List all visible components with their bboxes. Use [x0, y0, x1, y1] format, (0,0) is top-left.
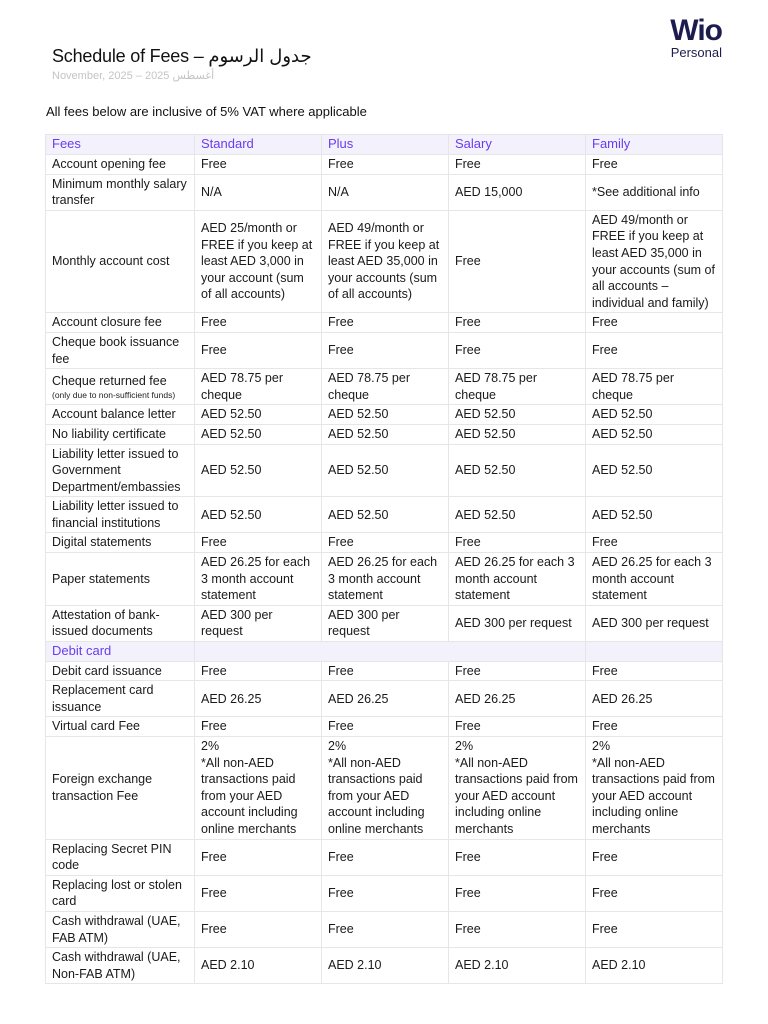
header-plus: Plus	[322, 135, 449, 155]
fee-value: Free	[195, 332, 322, 368]
table-row	[46, 839, 723, 875]
fee-value: Free	[322, 717, 449, 737]
table-row	[46, 155, 723, 175]
fee-value: Free	[586, 313, 723, 333]
fee-value: AED 25/month or FREE if you keep at least AED 3,000 in your account (sum of all accounts)	[195, 210, 322, 313]
table-header-row	[46, 135, 723, 155]
table-row	[46, 444, 723, 497]
table-row	[46, 553, 723, 606]
fee-value: AED 300 per request	[322, 605, 449, 641]
vat-note: All fees below are inclusive of 5% VAT where applicable	[46, 104, 367, 119]
fee-value: AED 52.50	[586, 424, 723, 444]
fees-table	[45, 134, 723, 984]
table-row	[46, 875, 723, 911]
table-row	[46, 681, 723, 717]
fee-value: Free	[586, 661, 723, 681]
fee-value: AED 52.50	[195, 424, 322, 444]
fee-name: Liability letter issued to financial institutions	[46, 497, 195, 533]
table-row	[46, 661, 723, 681]
fee-name: Replacing lost or stolen card	[46, 875, 195, 911]
fee-name: Liability letter issued to Government Department/embassies	[46, 444, 195, 497]
fee-value: AED 52.50	[449, 497, 586, 533]
fee-value: Free	[322, 155, 449, 175]
fee-value: AED 52.50	[586, 497, 723, 533]
table-row	[46, 174, 723, 210]
fee-value: AED 26.25	[449, 681, 586, 717]
fee-value: AED 26.25	[322, 681, 449, 717]
fee-value: AED 49/month or FREE if you keep at least AED 35,000 in your accounts (sum of all accounts – individual and family)	[586, 210, 723, 313]
fee-value: Free	[449, 875, 586, 911]
fee-value: AED 78.75 per cheque	[449, 369, 586, 405]
fee-value: Free	[195, 911, 322, 947]
table-row	[46, 332, 723, 368]
fee-value: Free	[322, 313, 449, 333]
fx-note: *All non-AED transactions paid from your AED account including online merchants	[328, 755, 425, 836]
fee-value: Free	[449, 661, 586, 681]
table-row	[46, 405, 723, 425]
fee-name: Debit card issuance	[46, 661, 195, 681]
fee-value: Free	[449, 313, 586, 333]
fee-value: Free	[449, 911, 586, 947]
table-row	[46, 717, 723, 737]
fee-value: Free	[449, 717, 586, 737]
fee-value: AED 2.10	[586, 948, 723, 984]
fee-value: AED 52.50	[195, 405, 322, 425]
fx-note: *All non-AED transactions paid from your AED account including online merchants	[592, 755, 715, 836]
fee-name: Account opening fee	[46, 155, 195, 175]
fee-value: AED 52.50	[586, 444, 723, 497]
section-row-debit-card	[46, 642, 723, 662]
fee-value: Free	[195, 839, 322, 875]
fee-value: Free	[586, 332, 723, 368]
fee-value: AED 2.10	[322, 948, 449, 984]
header-standard: Standard	[195, 135, 322, 155]
fee-value: AED 52.50	[322, 424, 449, 444]
fee-value: AED 26.25 for each 3 month account statement	[449, 553, 586, 606]
table-row	[46, 313, 723, 333]
table-row	[46, 737, 723, 840]
wio-logo	[656, 16, 722, 60]
fee-value: AED 26.25 for each 3 month account statement	[195, 553, 322, 606]
fee-value: AED 26.25 for each 3 month account statement	[322, 553, 449, 606]
fee-value: Free	[322, 661, 449, 681]
fee-value: Free	[449, 332, 586, 368]
table-row	[46, 948, 723, 984]
section-filler	[195, 642, 586, 662]
header-fees: Fees	[46, 135, 195, 155]
fee-name: Attestation of bank-issued documents	[46, 605, 195, 641]
fee-value: AED 78.75 per cheque	[195, 369, 322, 405]
table-row	[46, 605, 723, 641]
fee-name: Minimum monthly salary transfer	[46, 174, 195, 210]
fx-rate: 2%	[328, 739, 347, 753]
fee-value: Free	[195, 313, 322, 333]
table-row	[46, 911, 723, 947]
fee-value: AED 49/month or FREE if you keep at least AED 35,000 in your accounts (sum of all accounts)	[322, 210, 449, 313]
fee-name-text: Cheque returned fee	[52, 374, 167, 389]
header-family: Family	[586, 135, 723, 155]
fee-value: Free	[195, 155, 322, 175]
fee-value: AED 52.50	[449, 424, 586, 444]
table-row	[46, 210, 723, 313]
fee-value: Free	[322, 839, 449, 875]
fee-footnote: (only due to non-sufficient funds)	[52, 390, 176, 401]
fee-value: AED 52.50	[322, 497, 449, 533]
fx-note: *All non-AED transactions paid from your AED account including online merchants	[201, 755, 298, 836]
fee-value: Free	[322, 533, 449, 553]
fee-value: Free	[195, 533, 322, 553]
fee-value: AED 300 per request	[195, 605, 322, 641]
fee-value	[449, 737, 586, 840]
fee-value: AED 300 per request	[586, 605, 723, 641]
fx-rate: 2%	[201, 739, 220, 753]
fee-name	[46, 369, 195, 405]
table-row	[46, 369, 723, 405]
fee-value: Free	[322, 875, 449, 911]
fee-value: Free	[322, 911, 449, 947]
document-date: November, 2025 – 2025 أغسطس	[52, 70, 215, 82]
fee-name: Paper statements	[46, 553, 195, 606]
fx-rate: 2%	[455, 739, 474, 753]
fee-name: Account balance letter	[46, 405, 195, 425]
fee-name: Virtual card Fee	[46, 717, 195, 737]
fee-name: Foreign exchange transaction Fee	[46, 737, 195, 840]
fee-value	[322, 737, 449, 840]
fee-name: Cash withdrawal (UAE, Non-FAB ATM)	[46, 948, 195, 984]
fee-value: Free	[586, 533, 723, 553]
fee-value: AED 26.25	[586, 681, 723, 717]
fee-value: Free	[322, 332, 449, 368]
fee-value: N/A	[322, 174, 449, 210]
fee-value: AED 52.50	[449, 444, 586, 497]
page-title: Schedule of Fees – جدول الرسوم	[52, 46, 312, 66]
fee-value: AED 52.50	[322, 444, 449, 497]
fee-value: Free	[449, 210, 586, 313]
fee-value: Free	[195, 875, 322, 911]
fee-value: AED 52.50	[586, 405, 723, 425]
fee-value: AED 52.50	[195, 444, 322, 497]
fee-value	[586, 737, 723, 840]
fee-name: Cheque book issuance fee	[46, 332, 195, 368]
fee-value: AED 52.50	[195, 497, 322, 533]
table-row	[46, 497, 723, 533]
fee-value: Free	[586, 717, 723, 737]
fee-name: Account closure fee	[46, 313, 195, 333]
fee-name: Digital statements	[46, 533, 195, 553]
fee-value: AED 15,000	[449, 174, 586, 210]
fee-value: AED 26.25	[195, 681, 322, 717]
fee-value: Free	[586, 875, 723, 911]
fee-value: AED 52.50	[449, 405, 586, 425]
section-label: Debit card	[46, 642, 195, 662]
fee-value	[195, 737, 322, 840]
fee-value: Free	[586, 155, 723, 175]
fee-value: Free	[195, 717, 322, 737]
fee-value: Free	[586, 839, 723, 875]
fee-value: N/A	[195, 174, 322, 210]
logo-mark: Wio	[670, 14, 722, 47]
fee-value: AED 26.25 for each 3 month account statement	[586, 553, 723, 606]
fee-value: Free	[195, 661, 322, 681]
fx-rate: 2%	[592, 739, 611, 753]
fee-value: Free	[586, 911, 723, 947]
header-salary: Salary	[449, 135, 586, 155]
fx-note: *All non-AED transactions paid from your AED account including online merchants	[455, 755, 578, 836]
fee-name: Replacing Secret PIN code	[46, 839, 195, 875]
table-row	[46, 533, 723, 553]
fee-value: AED 78.75 per cheque	[322, 369, 449, 405]
fee-value: AED 2.10	[195, 948, 322, 984]
section-filler	[586, 642, 723, 662]
fee-name: Cash withdrawal (UAE, FAB ATM)	[46, 911, 195, 947]
fee-value: AED 78.75 per cheque	[586, 369, 723, 405]
table-row	[46, 424, 723, 444]
logo-subtitle: Personal	[670, 45, 722, 60]
fee-name: No liability certificate	[46, 424, 195, 444]
fee-value: AED 2.10	[449, 948, 586, 984]
fee-name: Monthly account cost	[46, 210, 195, 313]
fee-value: *See additional info	[586, 174, 723, 210]
fee-value: Free	[449, 839, 586, 875]
fee-value: Free	[449, 533, 586, 553]
fee-value: AED 52.50	[322, 405, 449, 425]
fee-value: Free	[449, 155, 586, 175]
fee-value: AED 300 per request	[449, 605, 586, 641]
fee-name: Replacement card issuance	[46, 681, 195, 717]
